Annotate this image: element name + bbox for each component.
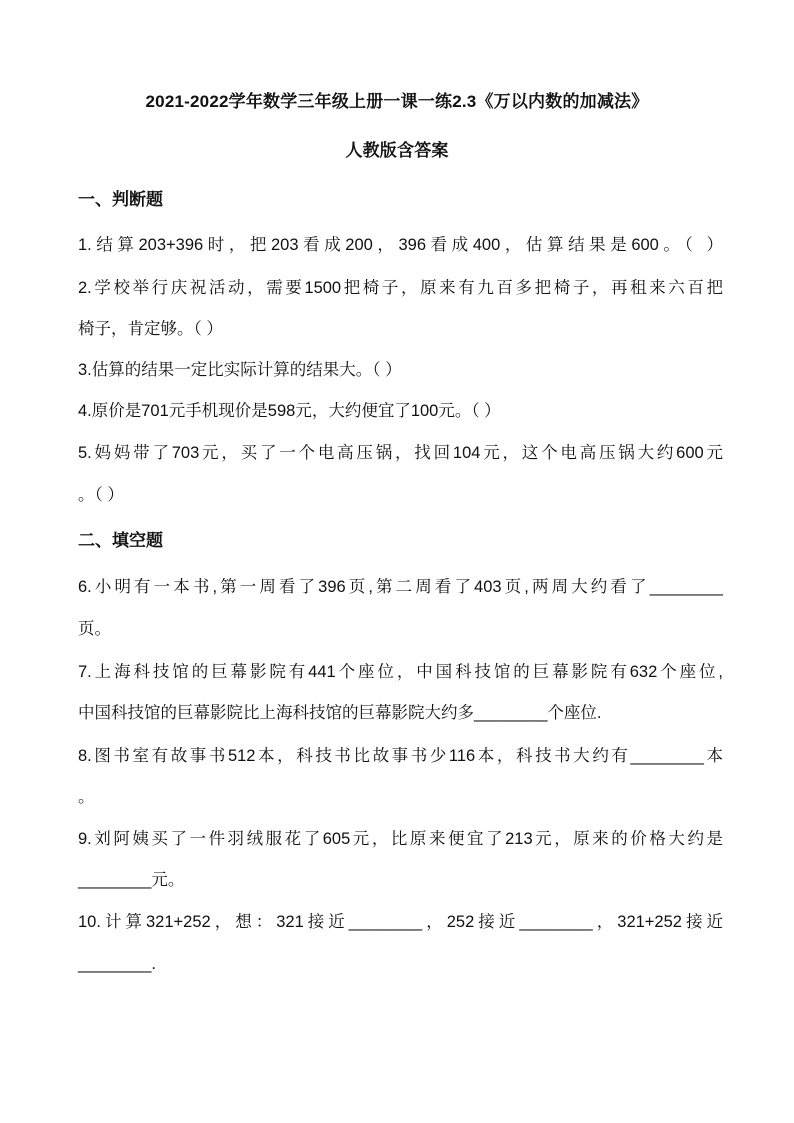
question-line: 9.刘阿姨买了一件羽绒服花了605元，比原来便宜了213元，原来的价格大约是	[78, 830, 723, 848]
question-line: 。（ ）	[78, 486, 124, 504]
question-line: 10.计算321+252，想：321接近________，252接近________，321+252接近	[78, 913, 723, 931]
question-line: ________.	[78, 955, 156, 973]
question-line: 4.原价是701元手机现价是598元，大约便宜了100元。（ ）	[78, 402, 501, 420]
question-line: 8.图书室有故事书512本，科技书比故事书少116本，科技书大约有________本	[78, 747, 723, 765]
question-line: 7.上海科技馆的巨幕影院有441个座位，中国科技馆的巨幕影院有632个座位,	[78, 663, 723, 681]
question-line: 1.结算203+396时，把203看成200，396看成400，估算结果是600。（ ）	[78, 236, 723, 254]
document-title: 2021-2022学年数学三年级上册一课一练2.3《万以内数的加减法》	[145, 92, 649, 111]
question-line: 椅子，肯定够。（ ）	[78, 320, 223, 338]
document-subtitle: 人教版含答案	[345, 141, 449, 160]
section-heading-fill-blank: 二、填空题	[78, 531, 163, 550]
question-line: 3.估算的结果一定比实际计算的结果大。（ ）	[78, 361, 402, 379]
question-line: ________元。	[78, 871, 185, 889]
question-line: 中国科技馆的巨幕影院比上海科技馆的巨幕影院大约多________个座位.	[78, 704, 602, 722]
section-heading-judgement: 一、判断题	[78, 190, 163, 209]
question-line: 。	[78, 788, 95, 806]
question-line: 5.妈妈带了703元，买了一个电高压锅，找回104元，这个电高压锅大约600元	[78, 444, 723, 462]
question-line: 页。	[78, 620, 111, 638]
question-line: 6.小明有一本书,第一周看了396页,第二周看了403页,两周大约看了________	[78, 578, 723, 596]
question-line: 2.学校举行庆祝活动，需要1500把椅子，原来有九百多把椅子，再租来六百把	[78, 279, 723, 297]
